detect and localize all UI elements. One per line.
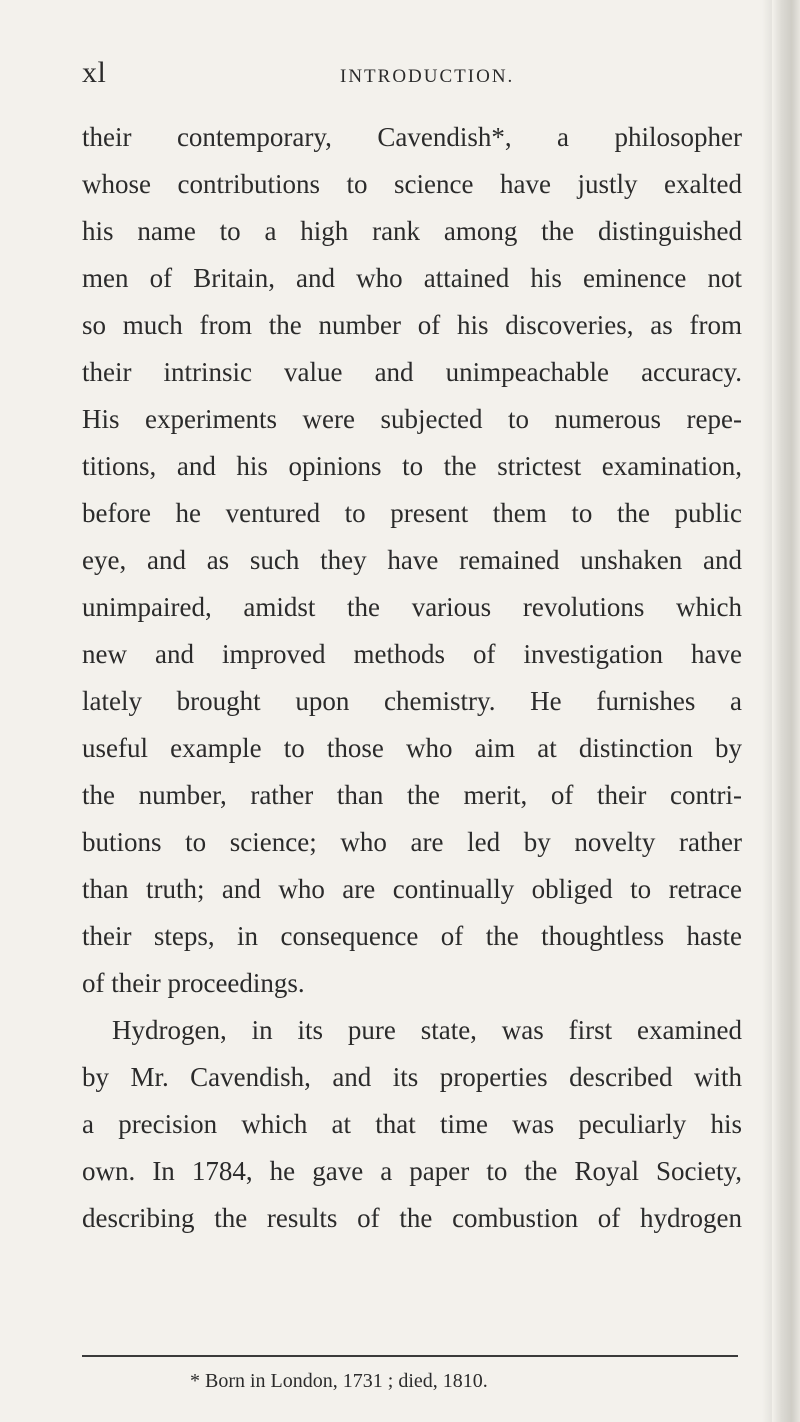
text-line: eye, and as such they have remained unshaken and bbox=[82, 545, 742, 575]
text-line: of their proceedings. bbox=[82, 968, 305, 998]
running-title: INTRODUCTION. bbox=[340, 66, 515, 87]
text-line: butions to science; who are led by novelty rather bbox=[82, 827, 742, 857]
text-line: their intrinsic value and unimpeachable accuracy. bbox=[82, 357, 742, 387]
text-line: useful example to those who aim at distinction by bbox=[82, 733, 742, 763]
text-line: new and improved methods of investigation have bbox=[82, 639, 742, 669]
text-line: than truth; and who are continually obliged to retrace bbox=[82, 874, 742, 904]
footnote-rule bbox=[82, 1355, 738, 1357]
text-line: describing the results of the combustion of hydrogen bbox=[82, 1203, 742, 1233]
text-line: whose contributions to science have justly exalted bbox=[82, 169, 742, 199]
page-number: xl bbox=[82, 56, 107, 89]
page-gutter-shadow bbox=[762, 0, 772, 1422]
text-line: by Mr. Cavendish, and its properties described with bbox=[82, 1062, 742, 1092]
text-line: the number, rather than the merit, of their contri- bbox=[82, 780, 742, 810]
text-line: his name to a high rank among the distinguished bbox=[82, 216, 742, 246]
body-text bbox=[82, 114, 742, 1242]
text-line: before he ventured to present them to the public bbox=[82, 498, 742, 528]
text-line: men of Britain, and who attained his eminence not bbox=[82, 263, 742, 293]
text-line: titions, and his opinions to the strictest examination, bbox=[82, 451, 742, 481]
text-line: their contemporary, Cavendish*, a philosopher bbox=[82, 122, 742, 152]
text-line: so much from the number of his discoveries, as from bbox=[82, 310, 742, 340]
text-line: own. In 1784, he gave a paper to the Royal Society, bbox=[82, 1156, 742, 1186]
text-line: a precision which at that time was peculiarly his bbox=[82, 1109, 742, 1139]
text-line: lately brought upon chemistry. He furnishes a bbox=[82, 686, 742, 716]
text-line: Hydrogen, in its pure state, was first examined bbox=[112, 1015, 742, 1045]
page-edge bbox=[772, 0, 800, 1422]
footnote: * Born in London, 1731 ; died, 1810. bbox=[190, 1370, 488, 1392]
running-head bbox=[82, 56, 722, 96]
text-line: unimpaired, amidst the various revolutions which bbox=[82, 592, 742, 622]
text-line: their steps, in consequence of the thoughtless haste bbox=[82, 921, 742, 951]
text-line: His experiments were subjected to numerous repe- bbox=[82, 404, 742, 434]
